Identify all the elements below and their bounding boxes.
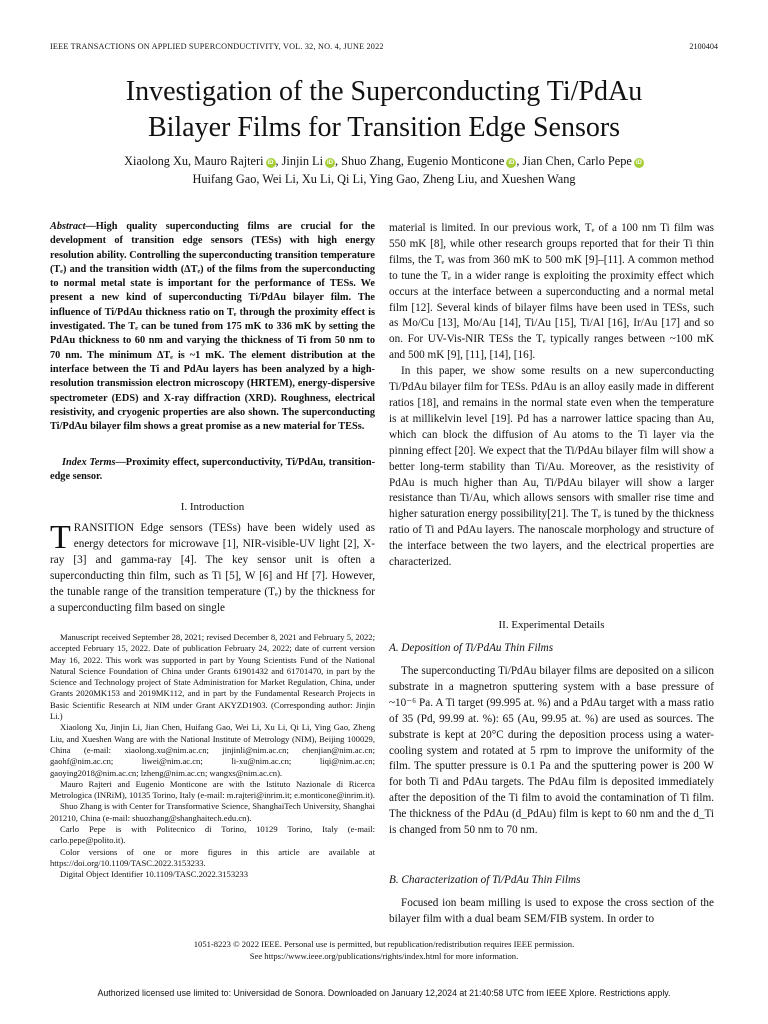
authors-part-2: , Jinjin Li bbox=[275, 154, 323, 168]
authors-part-4: , Jian Chen, Carlo Pepe bbox=[516, 154, 632, 168]
orcid-icon[interactable]: iD bbox=[326, 160, 333, 166]
footnote-color-versions: Color versions of one or more figures in this article are available at https://doi.org/10.1109/TASC.2022.3153233. bbox=[50, 846, 375, 868]
section-heading-experimental: II. Experimental Details bbox=[498, 619, 605, 631]
paragraph: The superconducting Ti/PdAu bilayer films are deposited on a silicon substrate in a magnetron sputtering system with a base pressure of ~10⁻⁶ Pa. A Ti target (99.995 at. %) and a PdAu target with a mass ratio of 35 (Pd, 99.99 at. %): 65 (Au, 99.95 at. %) are used as sources. The substrate is kept at 20°C during the deposition process using a water-cooling system and rotated at 5 rpm to improve the uniformity of the film. The sputter pressure is 0.1 Pa and the sputtering power is 200 W for both Ti and PdAu targets. The PdAu film is deposited immediately after the deposition of the Ti film to avoid the contamination of Ti film. The thickness of the PdAu (d_PdAu) film is kept to 60 nm and the d_Ti is changed from 50 nm to 70 nm. bbox=[389, 665, 714, 837]
footnote-doi: Digital Object Identifier 10.1109/TASC.2022.3153233 bbox=[60, 869, 249, 880]
abstract bbox=[50, 220, 375, 434]
footnotes bbox=[50, 632, 375, 881]
paragraph: In this paper, we show some results on a new superconducting Ti/PdAu bilayer film for TESs. PdAu is an alloy easily made in different ratios [18], and remains in the normal state even when the temperature is at millikelvin level [19]. Pd has a narrower lattice spacing than Au, which can block the diffusion of Au atoms to the Ti layer via the pinning effect [20]. We expect that the Ti/PdAu bilayer film will show a better long-term stability than Ti/Au. Moreover, as the resistivity of PdAu is much higher than Au, Ti/PdAu bilayer will show a larger resistance than Ti/Au, which allows sensors with smaller rise time and higher saturation energy possibility[21]. The Tₑ is tuned by the thickness ratio of Ti and PdAu layers. The nanoscale morphology and structure of the interface between the two layers, and the electrical properties are characterized. bbox=[389, 365, 714, 569]
paragraph: material is limited. In our previous work, Tₑ of a 100 nm Ti film was 550 mK [8], while other research groups reported that for their Ti thin films, the Tₑ was from 360 mK to 500 mK [9]–[11]. A common method to tune the Tₑ in a wider range is exploiting the proximity effect which occurs at the interface between a superconducting and a normal metal film [12]. Several kinds of bilayer films have been used in TESs, such as Mo/Cu [13], Mo/Au [14], Ti/Au [15], Ti/Al [16], Ir/Au [17] and so on. For UV-Vis-NIR TESs the Tₑ typically ranges between ~100 mK and 500 mK [9], [11], [14], [16]. bbox=[389, 222, 714, 362]
subsection-heading-deposition: A. Deposition of Ti/PdAu Thin Films bbox=[389, 642, 554, 654]
orcid-icon[interactable]: iD bbox=[508, 160, 515, 166]
drop-cap: T bbox=[50, 519, 71, 556]
footnote-manuscript: Manuscript received September 28, 2021; revised December 8, 2021 and February 5, 2022; accepted February 15, 2022. Date of publication February 24, 2022; date of current version May 16, 2022. This work was supported in part by Young Scientists Fund of the National Natural Science Foundation of China under Grants 61901432 and 61701470, in part by the Science and Technology project of State Administration for Market Regulation, China, under Grants 2020MK153 and 2019MK112, and in part by the Fundamental Research Projects in Basic Scientific Research at NIM under Grant AKYZD1903. (Corresponding author: Jinjin Li.) bbox=[50, 632, 375, 722]
subsection-heading-characterization: B. Characterization of Ti/PdAu Thin Films bbox=[389, 874, 581, 886]
index-terms-label: Index Terms bbox=[62, 457, 116, 468]
title-line-2: Bilayer Films for Transition Edge Sensors bbox=[147, 112, 621, 143]
authors-part-3: , Shuo Zhang, Eugenio Monticone bbox=[334, 154, 505, 168]
footnote-affiliation-polito: Carlo Pepe is with Politecnico di Torino, 10129 Torino, Italy (e-mail: carlo.pepe@polito.it). bbox=[50, 824, 375, 846]
copyright-line-2: See https://www.ieee.org/publications/rights/index.html for more information. bbox=[249, 950, 519, 961]
index-terms-text: —Proximity effect, superconductivity, Ti/PdAu, transition-edge sensor. bbox=[50, 457, 375, 483]
author-list bbox=[60, 152, 708, 188]
abstract-label: Abstract bbox=[50, 221, 86, 232]
paper-title bbox=[40, 74, 728, 146]
section-heading-introduction: I. Introduction bbox=[180, 501, 245, 513]
title-line-1: Investigation of the Superconducting Ti/PdAu bbox=[125, 76, 643, 107]
authors-part-1: Xiaolong Xu, Mauro Rajteri bbox=[124, 154, 264, 168]
introduction-continued bbox=[389, 221, 714, 571]
footnote-affiliation-nim: Xiaolong Xu, Jinjin Li, Jian Chen, Huifang Gao, Wei Li, Xu Li, Qi Li, Ying Gao, Zheng Liu, and Xueshen Wang are with the National Institute of Metrology (NIM), Beijing 100029, China (e-mail: xiaolong.xu@nim.ac.cn; jinjinli@nim.ac.cn; chenjian@nim.ac.cn; gaohf@nim.ac.cn; liwei@nim.ac.cn; li-xu@nim.ac.cn; liqi@nim.ac.cn; gaoying2018@nim.ac.cn; lzheng@nim.ac.cn; wangxs@nim.ac.cn). bbox=[50, 722, 375, 778]
copyright-notice bbox=[50, 939, 718, 962]
orcid-icon[interactable]: iD bbox=[635, 160, 642, 166]
deposition-section bbox=[389, 664, 714, 839]
index-terms bbox=[50, 456, 375, 485]
article-number: 2100404 bbox=[689, 42, 718, 51]
orcid-icon[interactable]: iD bbox=[267, 160, 274, 166]
paragraph: Focused ion beam milling is used to expose the cross section of the bilayer film with a dual beam SEM/FIB system. In order to bbox=[389, 897, 714, 925]
footnote-affiliation-shanghaitech: Shuo Zhang is with Center for Transformative Science, ShanghaiTech University, Shanghai 201210, China (e-mail: shuozhang@shanghaitech.edu.cn). bbox=[50, 801, 375, 823]
license-notice: Authorized licensed use limited to: Universidad de Sonora. Downloaded on January 12,2024 at 21:40:58 UTC from IEEE Xplore. Restrictions apply. bbox=[97, 988, 671, 998]
copyright-line-1: 1051-8223 © 2022 IEEE. Personal use is permitted, but republication/redistribution requires IEEE permission. bbox=[193, 939, 575, 949]
abstract-text: —High quality superconducting films are crucial for the development of transition edge sensors (TESs) with high energy resolution ability. Controlling the superconducting transition temperature (Tₑ) and the transition width (ΔTₑ) of the films from the superconducting to normal metal state is important for the performance of TESs. We present a new kind of superconducting Ti/PdAu bilayer film. The influence of Ti/PdAu thickness ratio on Tₑ through the proximity effect is investigated. The Tₑ can be tuned from 175 mK to 336 mK by setting the PdAu thickness to 60 nm and varying the thickness of Ti from 50 nm to 70 nm. The minimum ΔTₑ is ~1 mK. The element distribution at the interface between the Ti and PdAu layers has been analyzed by a high-resolution transmission electron microscopy (HRTEM), energy-dispersive spectrometer (EDS) and X-ray diffraction (XRD). Roughness, electrical resistivity, and cryogenic properties are also shown. The superconducting Ti/PdAu bilayer film shows a great promise as a new material for TESs. bbox=[50, 221, 375, 433]
introduction-paragraph bbox=[50, 521, 375, 616]
footnote-affiliation-inrim: Mauro Rajteri and Eugenio Monticone are with the Istituto Nazionale di Ricerca Metrologica (INRiM), 10135 Torino, Italy (e-mail: m.rajteri@inrim.it; e.monticone@inrim.it). bbox=[50, 778, 375, 801]
authors-line-2: Huifang Gao, Wei Li, Xu Li, Qi Li, Ying Gao, Zheng Liu, and Xueshen Wang bbox=[192, 172, 576, 186]
introduction-text: RANSITION Edge sensors (TESs) have been widely used as energy detectors for microwave [1], NIR-visible-UV light [2], X-ray [3] and gamma-ray [4]. The key sensor unit is often a superconducting thin film, such as Ti [5], W [6] and Hf [7]. However, the tunable range of the transition temperature (Tₑ) by the thickness for a superconducting film based on single bbox=[50, 522, 375, 614]
running-header: IEEE TRANSACTIONS ON APPLIED SUPERCONDUCTIVITY, VOL. 32, NO. 4, JUNE 2022 bbox=[50, 42, 384, 51]
characterization-section bbox=[389, 896, 714, 928]
